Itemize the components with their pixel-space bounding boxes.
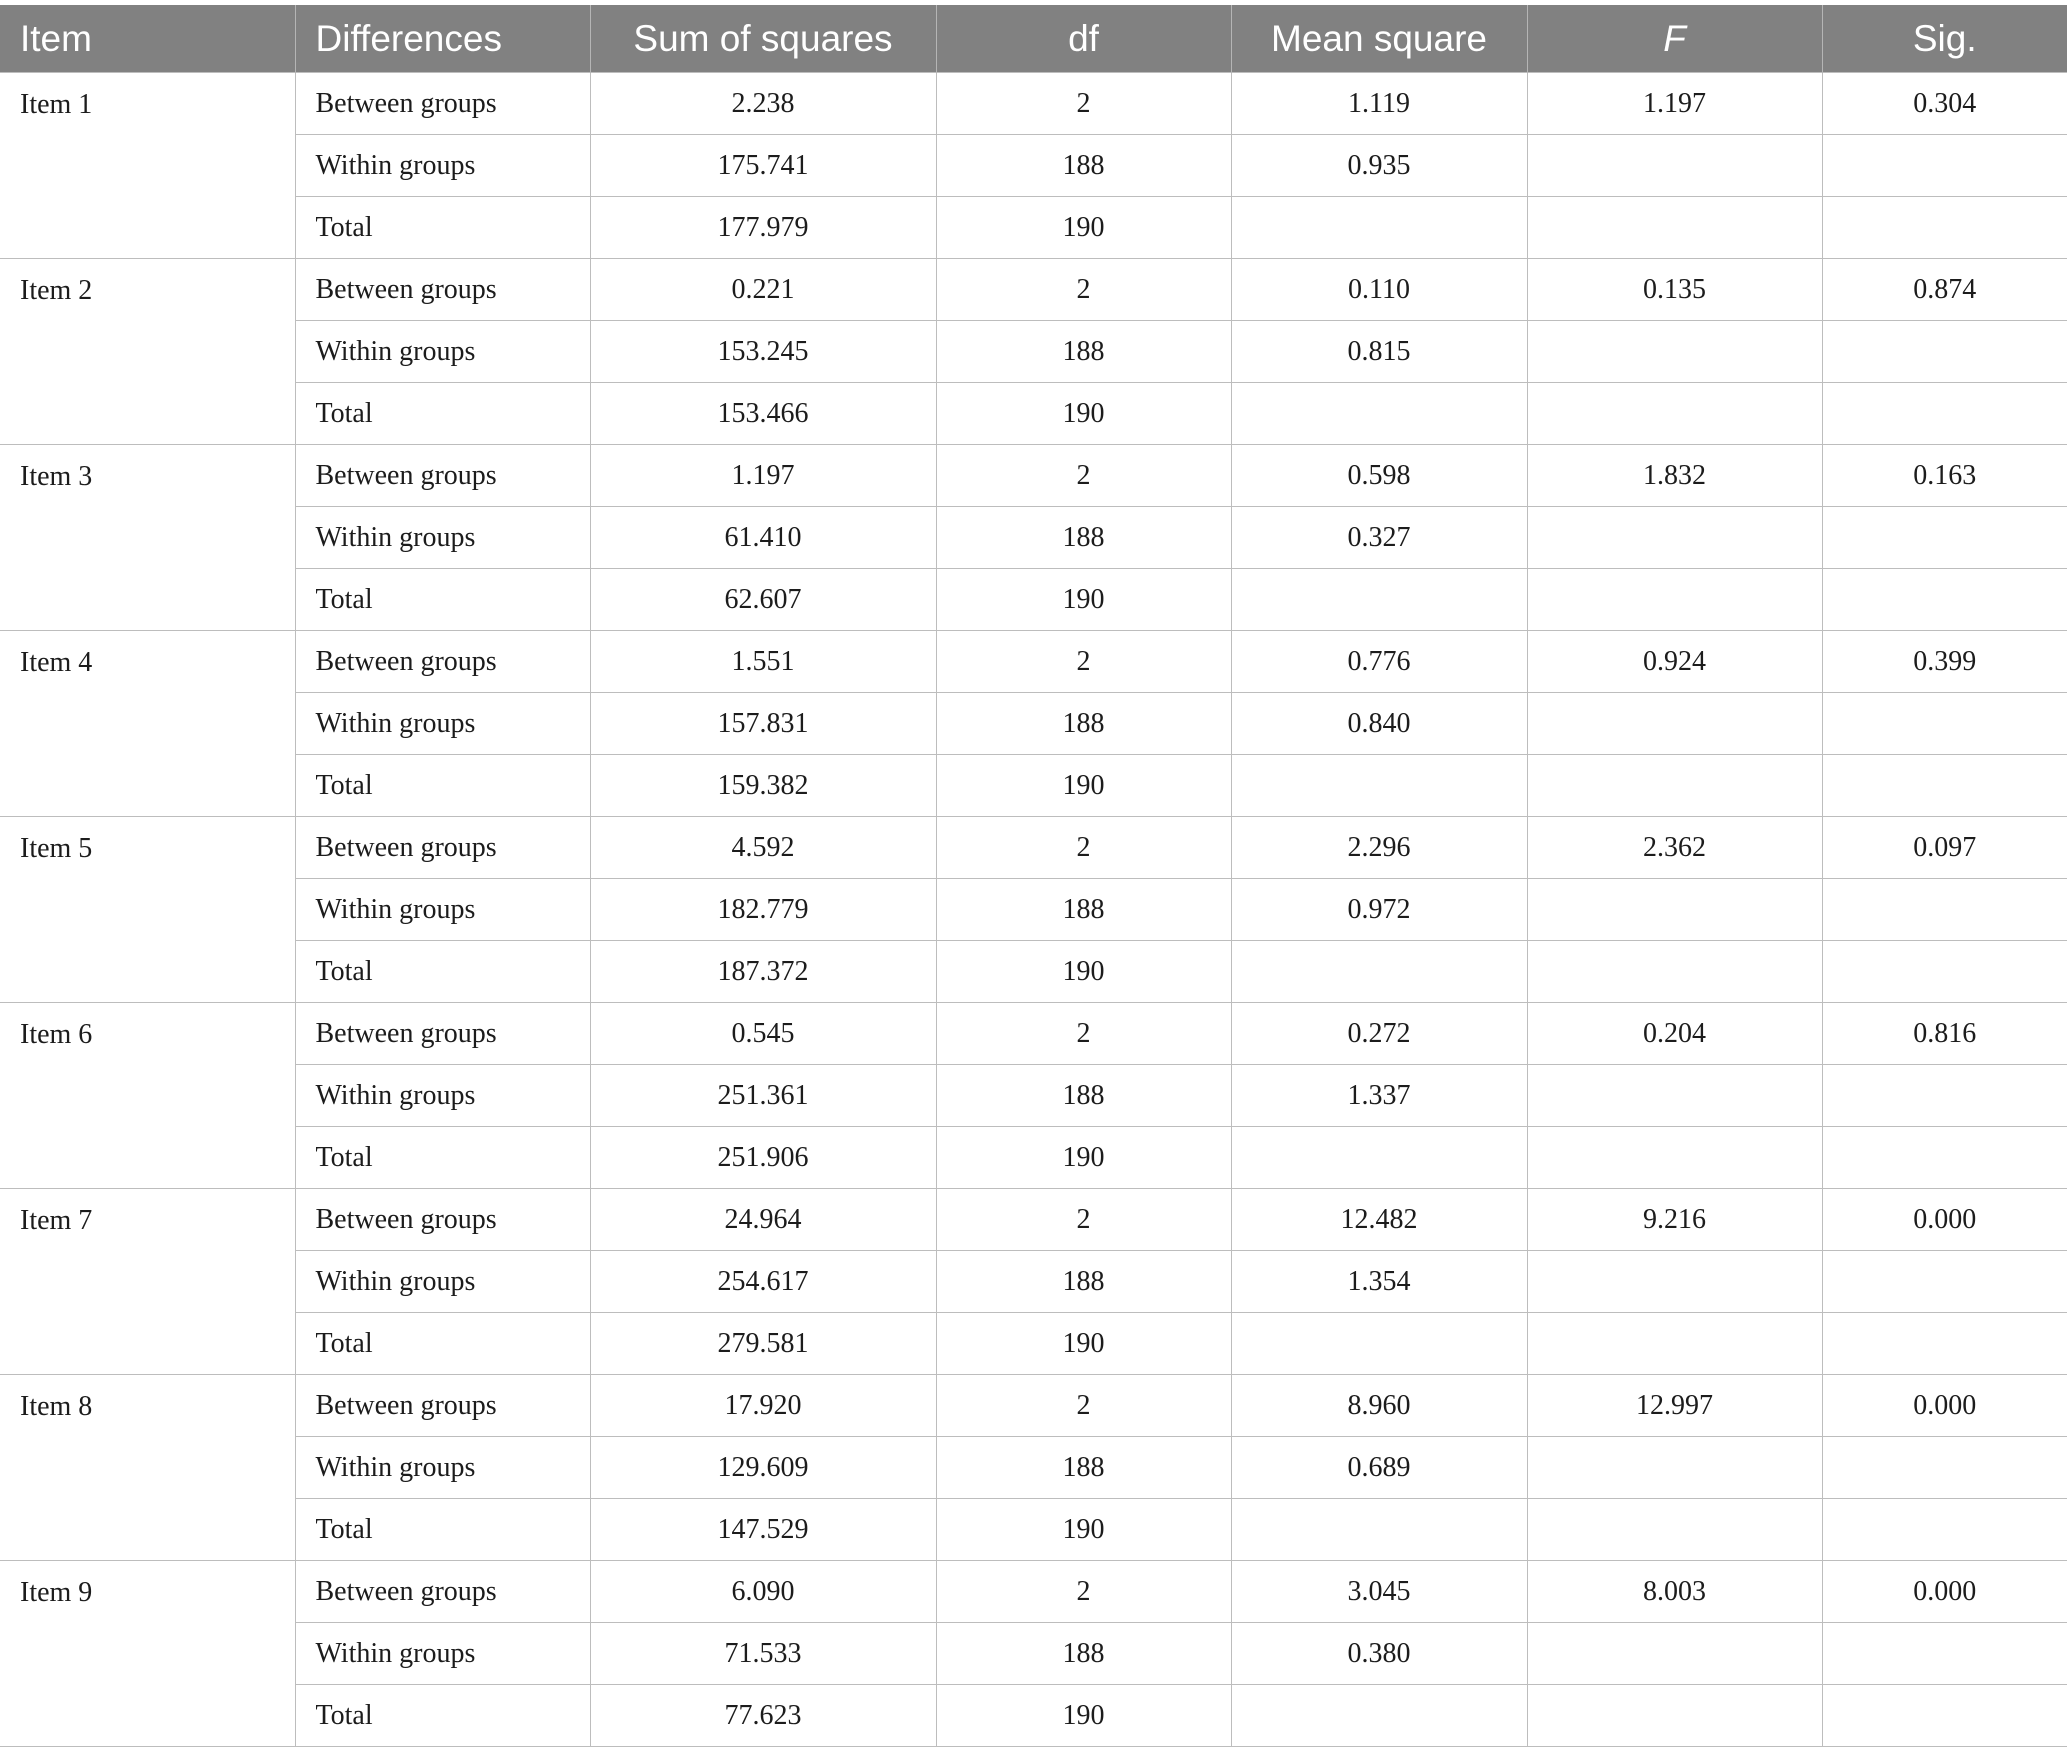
f-cell: 0.924: [1527, 631, 1822, 693]
mean-square-cell: 1.354: [1231, 1251, 1527, 1313]
item-cell: Item 2: [0, 259, 295, 445]
f-cell: 8.003: [1527, 1561, 1822, 1623]
f-cell: 1.832: [1527, 445, 1822, 507]
df-cell: 190: [936, 383, 1231, 445]
mean-square-cell: 3.045: [1231, 1561, 1527, 1623]
df-cell: 190: [936, 755, 1231, 817]
df-cell: 190: [936, 1685, 1231, 1747]
differences-cell: Total: [295, 755, 590, 817]
mean-square-cell: [1231, 1313, 1527, 1375]
table-row: [0, 1499, 2067, 1561]
sum-of-squares-cell: 77.623: [590, 1685, 936, 1747]
df-cell: 188: [936, 1251, 1231, 1313]
table-row: [0, 755, 2067, 817]
header-row: [0, 5, 2067, 73]
differences-cell: Total: [295, 1127, 590, 1189]
table-row: [0, 507, 2067, 569]
df-cell: 2: [936, 445, 1231, 507]
f-cell: 1.197: [1527, 73, 1822, 135]
f-cell: 0.135: [1527, 259, 1822, 321]
differences-cell: Total: [295, 569, 590, 631]
sum-of-squares-cell: 61.410: [590, 507, 936, 569]
mean-square-cell: 12.482: [1231, 1189, 1527, 1251]
table-row: [0, 197, 2067, 259]
sum-of-squares-cell: 129.609: [590, 1437, 936, 1499]
header-item: Item: [0, 5, 295, 73]
mean-square-cell: 0.272: [1231, 1003, 1527, 1065]
differences-cell: Within groups: [295, 1251, 590, 1313]
mean-square-cell: 0.815: [1231, 321, 1527, 383]
sig-cell: [1822, 1685, 2067, 1747]
f-cell: [1527, 1437, 1822, 1499]
mean-square-cell: 0.689: [1231, 1437, 1527, 1499]
sum-of-squares-cell: 17.920: [590, 1375, 936, 1437]
mean-square-cell: [1231, 1685, 1527, 1747]
sig-cell: 0.000: [1822, 1375, 2067, 1437]
f-cell: [1527, 941, 1822, 1003]
sig-cell: 0.816: [1822, 1003, 2067, 1065]
sum-of-squares-cell: 1.197: [590, 445, 936, 507]
table-row: [0, 569, 2067, 631]
f-cell: [1527, 135, 1822, 197]
sum-of-squares-cell: 175.741: [590, 135, 936, 197]
sum-of-squares-cell: 147.529: [590, 1499, 936, 1561]
sig-cell: [1822, 569, 2067, 631]
item-cell: Item 3: [0, 445, 295, 631]
sum-of-squares-cell: 157.831: [590, 693, 936, 755]
sig-cell: [1822, 197, 2067, 259]
mean-square-cell: 0.110: [1231, 259, 1527, 321]
f-cell: [1527, 383, 1822, 445]
table-row: [0, 693, 2067, 755]
sum-of-squares-cell: 251.906: [590, 1127, 936, 1189]
df-cell: 188: [936, 135, 1231, 197]
differences-cell: Between groups: [295, 631, 590, 693]
differences-cell: Total: [295, 197, 590, 259]
df-cell: 2: [936, 631, 1231, 693]
differences-cell: Within groups: [295, 879, 590, 941]
sum-of-squares-cell: 0.221: [590, 259, 936, 321]
sum-of-squares-cell: 279.581: [590, 1313, 936, 1375]
sum-of-squares-cell: 24.964: [590, 1189, 936, 1251]
mean-square-cell: 0.935: [1231, 135, 1527, 197]
differences-cell: Total: [295, 1685, 590, 1747]
sig-cell: [1822, 383, 2067, 445]
differences-cell: Within groups: [295, 1623, 590, 1685]
sig-cell: 0.163: [1822, 445, 2067, 507]
differences-cell: Between groups: [295, 445, 590, 507]
df-cell: 2: [936, 73, 1231, 135]
header-mean-square: Mean square: [1231, 5, 1527, 73]
differences-cell: Between groups: [295, 1375, 590, 1437]
table-row: [0, 1003, 2067, 1065]
df-cell: 190: [936, 197, 1231, 259]
header-df: df: [936, 5, 1231, 73]
f-cell: [1527, 1065, 1822, 1127]
mean-square-cell: [1231, 941, 1527, 1003]
f-cell: [1527, 879, 1822, 941]
df-cell: 190: [936, 1313, 1231, 1375]
differences-cell: Between groups: [295, 1561, 590, 1623]
sig-cell: [1822, 321, 2067, 383]
f-cell: 0.204: [1527, 1003, 1822, 1065]
table-row: [0, 1065, 2067, 1127]
f-cell: [1527, 321, 1822, 383]
mean-square-cell: [1231, 197, 1527, 259]
sig-cell: [1822, 755, 2067, 817]
item-cell: Item 5: [0, 817, 295, 1003]
mean-square-cell: [1231, 569, 1527, 631]
table-row: [0, 321, 2067, 383]
sig-cell: 0.000: [1822, 1561, 2067, 1623]
table-row: [0, 879, 2067, 941]
header-differences: Differences: [295, 5, 590, 73]
df-cell: 188: [936, 1065, 1231, 1127]
df-cell: 188: [936, 879, 1231, 941]
f-cell: [1527, 1623, 1822, 1685]
df-cell: 2: [936, 1003, 1231, 1065]
sig-cell: [1822, 879, 2067, 941]
mean-square-cell: 8.960: [1231, 1375, 1527, 1437]
f-cell: [1527, 1313, 1822, 1375]
differences-cell: Within groups: [295, 321, 590, 383]
header-f: F: [1527, 5, 1822, 73]
sum-of-squares-cell: 251.361: [590, 1065, 936, 1127]
differences-cell: Within groups: [295, 1437, 590, 1499]
sig-cell: 0.874: [1822, 259, 2067, 321]
differences-cell: Between groups: [295, 1189, 590, 1251]
mean-square-cell: 0.972: [1231, 879, 1527, 941]
table-row: [0, 1561, 2067, 1623]
sig-cell: 0.304: [1822, 73, 2067, 135]
table-row: [0, 1623, 2067, 1685]
differences-cell: Total: [295, 1499, 590, 1561]
table-row: [0, 631, 2067, 693]
table-row: [0, 445, 2067, 507]
table-row: [0, 135, 2067, 197]
differences-cell: Within groups: [295, 135, 590, 197]
sig-cell: [1822, 693, 2067, 755]
table-row: [0, 1127, 2067, 1189]
df-cell: 188: [936, 1437, 1231, 1499]
df-cell: 190: [936, 1127, 1231, 1189]
mean-square-cell: 0.327: [1231, 507, 1527, 569]
mean-square-cell: 0.840: [1231, 693, 1527, 755]
f-cell: [1527, 693, 1822, 755]
df-cell: 2: [936, 817, 1231, 879]
sum-of-squares-cell: 62.607: [590, 569, 936, 631]
sum-of-squares-cell: 0.545: [590, 1003, 936, 1065]
item-cell: Item 9: [0, 1561, 295, 1747]
f-cell: [1527, 755, 1822, 817]
sig-cell: [1822, 1623, 2067, 1685]
f-cell: 12.997: [1527, 1375, 1822, 1437]
f-cell: [1527, 507, 1822, 569]
sum-of-squares-cell: 153.466: [590, 383, 936, 445]
df-cell: 188: [936, 693, 1231, 755]
sig-cell: [1822, 1065, 2067, 1127]
sum-of-squares-cell: 4.592: [590, 817, 936, 879]
differences-cell: Between groups: [295, 1003, 590, 1065]
mean-square-cell: 1.119: [1231, 73, 1527, 135]
mean-square-cell: 1.337: [1231, 1065, 1527, 1127]
df-cell: 188: [936, 1623, 1231, 1685]
table-row: [0, 73, 2067, 135]
df-cell: 2: [936, 1189, 1231, 1251]
item-cell: Item 1: [0, 73, 295, 259]
sig-cell: [1822, 941, 2067, 1003]
header-sig: Sig.: [1822, 5, 2067, 73]
differences-cell: Between groups: [295, 817, 590, 879]
mean-square-cell: [1231, 1499, 1527, 1561]
mean-square-cell: 0.380: [1231, 1623, 1527, 1685]
item-cell: Item 4: [0, 631, 295, 817]
f-cell: 9.216: [1527, 1189, 1822, 1251]
df-cell: 190: [936, 569, 1231, 631]
table-row: [0, 1437, 2067, 1499]
table-row: [0, 817, 2067, 879]
df-cell: 188: [936, 321, 1231, 383]
differences-cell: Total: [295, 941, 590, 1003]
table-row: [0, 1375, 2067, 1437]
anova-table: [0, 5, 2067, 1747]
sum-of-squares-cell: 6.090: [590, 1561, 936, 1623]
sig-cell: [1822, 135, 2067, 197]
sum-of-squares-cell: 2.238: [590, 73, 936, 135]
item-cell: Item 6: [0, 1003, 295, 1189]
sum-of-squares-cell: 1.551: [590, 631, 936, 693]
f-cell: [1527, 1251, 1822, 1313]
f-cell: 2.362: [1527, 817, 1822, 879]
sum-of-squares-cell: 153.245: [590, 321, 936, 383]
sum-of-squares-cell: 182.779: [590, 879, 936, 941]
df-cell: 190: [936, 1499, 1231, 1561]
sig-cell: 0.399: [1822, 631, 2067, 693]
f-cell: [1527, 1127, 1822, 1189]
table-row: [0, 1685, 2067, 1747]
sum-of-squares-cell: 254.617: [590, 1251, 936, 1313]
table-header: [0, 5, 2067, 73]
f-cell: [1527, 569, 1822, 631]
differences-cell: Within groups: [295, 1065, 590, 1127]
mean-square-cell: 2.296: [1231, 817, 1527, 879]
df-cell: 2: [936, 1375, 1231, 1437]
sig-cell: 0.097: [1822, 817, 2067, 879]
differences-cell: Between groups: [295, 259, 590, 321]
table-row: [0, 941, 2067, 1003]
table-row: [0, 383, 2067, 445]
sum-of-squares-cell: 71.533: [590, 1623, 936, 1685]
sig-cell: 0.000: [1822, 1189, 2067, 1251]
item-cell: Item 8: [0, 1375, 295, 1561]
table-body: [0, 73, 2067, 1747]
table-row: [0, 1189, 2067, 1251]
sig-cell: [1822, 1499, 2067, 1561]
mean-square-cell: [1231, 383, 1527, 445]
f-cell: [1527, 1685, 1822, 1747]
mean-square-cell: [1231, 755, 1527, 817]
sum-of-squares-cell: 159.382: [590, 755, 936, 817]
table-row: [0, 259, 2067, 321]
df-cell: 188: [936, 507, 1231, 569]
sig-cell: [1822, 1313, 2067, 1375]
differences-cell: Total: [295, 1313, 590, 1375]
df-cell: 190: [936, 941, 1231, 1003]
differences-cell: Between groups: [295, 73, 590, 135]
df-cell: 2: [936, 259, 1231, 321]
item-cell: Item 7: [0, 1189, 295, 1375]
sig-cell: [1822, 507, 2067, 569]
mean-square-cell: 0.776: [1231, 631, 1527, 693]
f-cell: [1527, 1499, 1822, 1561]
differences-cell: Within groups: [295, 693, 590, 755]
sig-cell: [1822, 1127, 2067, 1189]
sum-of-squares-cell: 187.372: [590, 941, 936, 1003]
f-cell: [1527, 197, 1822, 259]
sig-cell: [1822, 1437, 2067, 1499]
mean-square-cell: [1231, 1127, 1527, 1189]
table-row: [0, 1251, 2067, 1313]
mean-square-cell: 0.598: [1231, 445, 1527, 507]
sum-of-squares-cell: 177.979: [590, 197, 936, 259]
header-sum-of-squares: Sum of squares: [590, 5, 936, 73]
sig-cell: [1822, 1251, 2067, 1313]
df-cell: 2: [936, 1561, 1231, 1623]
table-row: [0, 1313, 2067, 1375]
differences-cell: Within groups: [295, 507, 590, 569]
differences-cell: Total: [295, 383, 590, 445]
